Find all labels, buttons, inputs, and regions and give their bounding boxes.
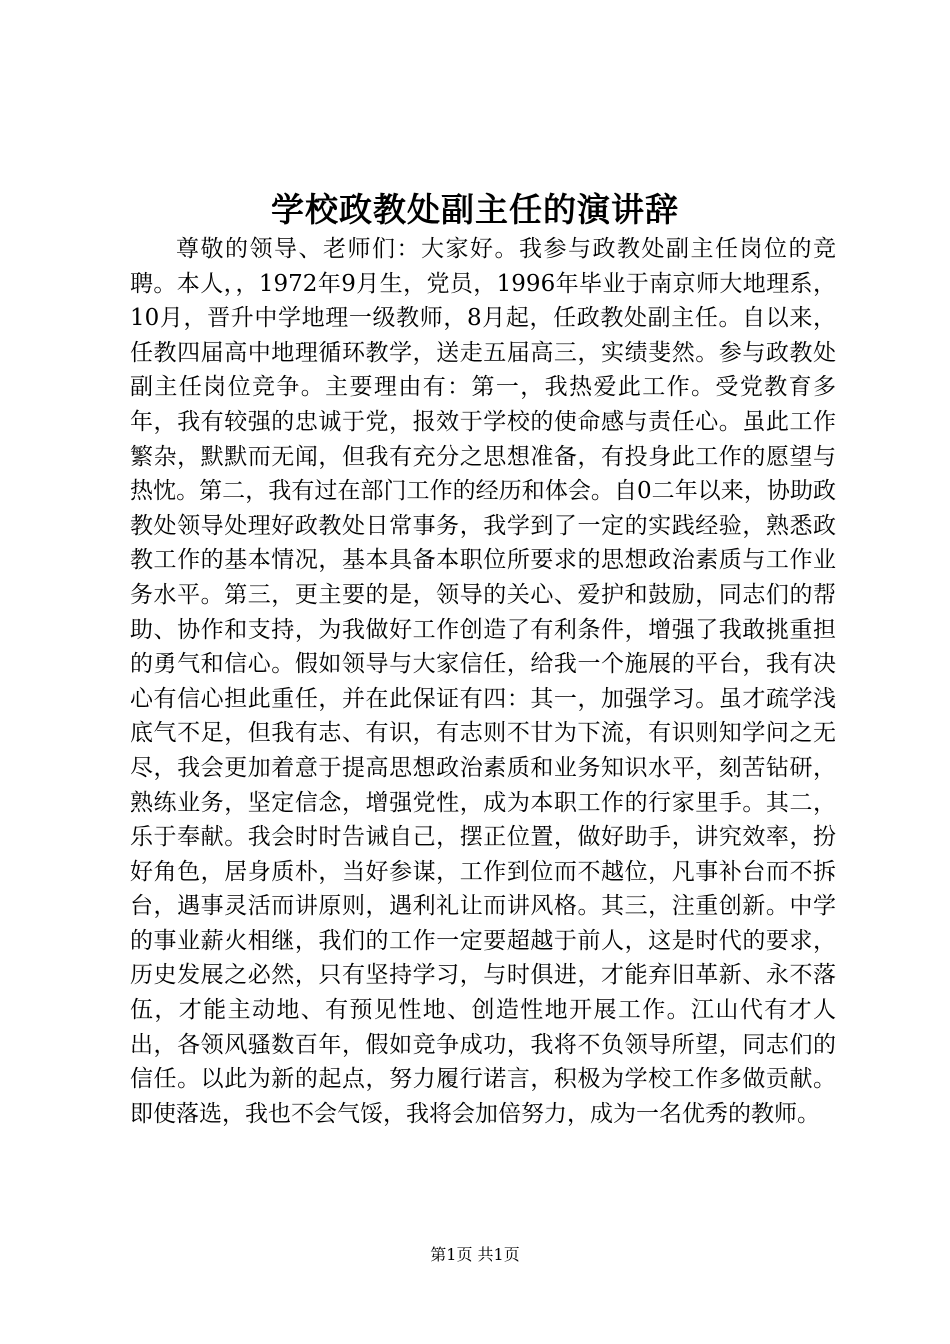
document-body-paragraph: 尊敬的领导、老师们：大家好。我参与政教处副主任岗位的竞聘。本人，，1972年9月生，党员，1996年毕业于南京师大地理系，10月，晋升中学地理一级教师，8月起，任政教处副主任。自以来，任教四届高中地理循环教学，送走五届高三，实绩斐然。参与政教处副主任岗位竞争。主要理由有：第一，我热爱此工作。受党教育多年，我有较强的忠诚于党，报效于学校的使命感与责任心。虽此工作繁杂，默默而无闻，但我有充分之思想准备，有投身此工作的愿望与热忱。第二，我有过在部门工作的经历和体会。自0二年以来，协助政教处领导处理好政教处日常事务，我学到了一定的实践经验，熟悉政教工作的基本情况，基本具备本职位所要求的思想政治素质与工作业务水平。第三，更主要的是，领导的关心、爱护和鼓励，同志们的帮助、协作和支持，为我做好工作创造了有利条件，增强了我敢挑重担的勇气和信心。假如领导与大家信任，给我一个施展的平台，我有决心有信心担此重任，并在此保证有四：其一，加强学习。虽才疏学浅底气不足，但我有志、有识，有志则不甘为下流，有识则知学问之无尽，我会更加着意于提高思想政治素质和业务知识水平，刻苦钻研，熟练业务，坚定信念，增强党性，成为本职工作的行家里手。其二，乐于奉献。我会时时告诫自己，摆正位置，做好助手，讲究效率，扮好角色，居身质朴，当好参谋，工作到位而不越位，凡事补台而不拆台，遇事灵活而讲原则，遇利礼让而讲风格。其三，注重创新。中学的事业薪火相继，我们的工作一定要超越于前人，这是时代的要求，历史发展之必然，只有坚持学习，与时俱进，才能弃旧革新、永不落伍，才能主动地、有预见性地、创造性地开展工作。江山代有才人出，各领风骚数百年，假如竞争成功，我将不负领导所望，同志们的信任。以此为新的起点，努力履行诺言，积极为学校工作多做贡献。即使落选，我也不会气馁，我将会加倍努力，成为一名优秀的教师。	[130, 236, 836, 1127]
page-footer: 第1页 共1页	[430, 1245, 520, 1264]
document-title: 学校政教处副主任的演讲辞	[271, 190, 679, 229]
